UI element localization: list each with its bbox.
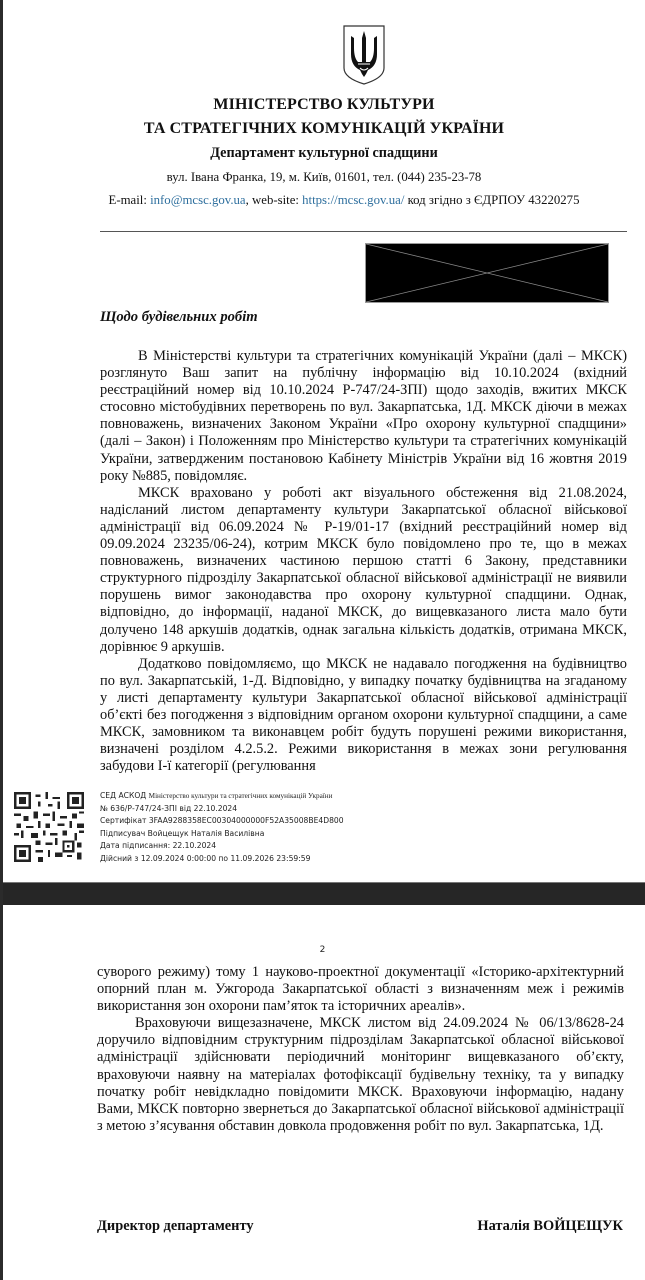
qr-code-icon[interactable] [14, 792, 84, 862]
website-label: , web-site: [245, 193, 303, 207]
signature-details [100, 790, 344, 866]
page-separator [3, 882, 645, 907]
signatory-name: Наталія ВОЙЦЕЩУК [477, 1218, 623, 1234]
body-paragraph: В Міністерстві культури та стратегічних комунікацій України (далі – МКСК) розглянуто Ваш запит на публічну інформацію від 10.10.2024 (вхідний реєстраційний номер від 10.10.2024 Р-747/24-ЗПІ) щодо заходів, вжитих МКСК стосовно містобудівних перетворень по вул. Закарпатська, 1Д. МКСК діючи в межах повноважень, визначених Законом України «Про охорону культурної спадщини» (далі – Закон) і Положенням про Міністерство культури та стратегічних комунікацій України, затвердженим постановою Кабінету Міністрів України від 16 жовтня 2019 року №885, повідомляє. [100, 348, 627, 484]
redacted-recipient-block [365, 243, 609, 303]
ministry-name-line1: МІНІСТЕРСТВО КУЛЬТУРИ [213, 96, 435, 113]
body-paragraph-continued: суворого режиму) тому 1 науково-проектної документації «Історико-архітектурний опорний план м. Ужгорода Закарпатської області з визначенням меж і режимів використання зон охорони пам’яток та історичних ареалів». [97, 964, 624, 1015]
stamp-sign-date: Дата підписання: 22.10.2024 [100, 841, 217, 851]
ukraine-coat-of-arms-icon [342, 24, 386, 86]
email-label: E-mail: [108, 193, 151, 207]
edrpou-code: код згідно з ЄДРПОУ 43220275 [404, 193, 580, 207]
stamp-system-label: СЕД АСКОД [100, 791, 147, 800]
electronic-signature-stamp [11, 790, 631, 865]
body-paragraph: Додатково повідомляємо, що МКСК не надавало погодження на будівництво по вул. Закарпатській, 1-Д. Відповідно, у випадку початку будівництва на згаданому у листі департаменту культури Закарпатської обласної військової адміністрації об’єкті без погодження з відповідним органом охорони культурної спадщини, а саме МКСК, замовником та виконавцем робіт будуть порушені режими використання, визначені розділом 4.2.5.2. Режими використання в межах зони регулювання забудови І-ї категорії (регулювання [100, 655, 627, 775]
page-number: 2 [319, 945, 326, 955]
email-link[interactable]: info@mcsc.gov.ua [150, 193, 246, 207]
document-page-1 [3, 0, 645, 882]
letter-body-page2 [97, 964, 624, 1135]
letter-body-page1 [100, 348, 627, 775]
ministry-address: вул. Івана Франка, 19, м. Київ, 01601, тел. (044) 235-23-78 [166, 170, 482, 184]
ministry-name-line2: ТА СТРАТЕГІЧНИХ КОМУНІКАЦІЙ УКРАЇНИ [143, 120, 505, 137]
signatory-position: Директор департаменту [97, 1218, 254, 1234]
contact-line [43, 193, 645, 208]
stamp-certificate: Сертифікат 3FAA9288358EC00304000000F52A35008BE4D800 [100, 816, 344, 826]
stamp-system-org: Міністерство культури та стратегічних комунікацій України [148, 792, 333, 800]
body-paragraph: Враховуючи вищезазначене, МКСК листом від 24.09.2024 № 06/13/8628-24 доручило відповідним структурним підрозділам Закарпатської обласної військової адміністрації здійснювати періодичний моніторинг вищевказаного об’єкту, враховуючи наявну на матеріалах фотофіксації будівельну техніку, та у випадку початку робіт невідкладно повідомити МКСК. Враховуючи інформацію, надану Вами, МКСК повторно звернеться до Закарпатської обласної військової адміністрації з метою з’ясування обставин довкола продовження робіт по вул. Закарпатська, 1Д. [97, 1015, 624, 1134]
body-paragraph: МКСК враховано у роботі акт візуального обстеження від 21.08.2024, надісланий листом департаменту культури Закарпатської обласної військової адміністрації від 06.09.2024 № Р-19/01-17 (вхідний реєстраційний номер від 09.09.2024 23235/06-24), котрим МКСК було повідомлено про те, що в межах повноважень, визначених частиною першою статті 6 Закону, представники структурного підрозділу Закарпатської обласної військової адміністрації не виявили порушень вимог законодавства про охорону культурної спадщини. Однак, відповідно, до інформації, наданої МКСК, до вищевказаного листа мало бути долучено 148 аркушів додатків, однак загальна кількість додатків, отримана МКСК, дорівнює 9 аркушів. [100, 484, 627, 655]
stamp-system-line [100, 790, 344, 803]
department-name: Департамент культурної спадщини [210, 145, 438, 161]
stamp-reg-number: № 636/Р-747/24-ЗПІ від 22.10.2024 [100, 803, 238, 813]
letter-subject: Щодо будівельних робіт [100, 309, 258, 325]
stamp-signer: Підписувач Войцещук Наталія Василівна [100, 828, 265, 838]
header-divider [100, 231, 627, 232]
stamp-validity: Дійсний з 12.09.2024 0:00:00 по 11.09.2026 23:59:59 [100, 853, 311, 863]
website-link[interactable]: https://mcsc.gov.ua/ [302, 193, 405, 207]
